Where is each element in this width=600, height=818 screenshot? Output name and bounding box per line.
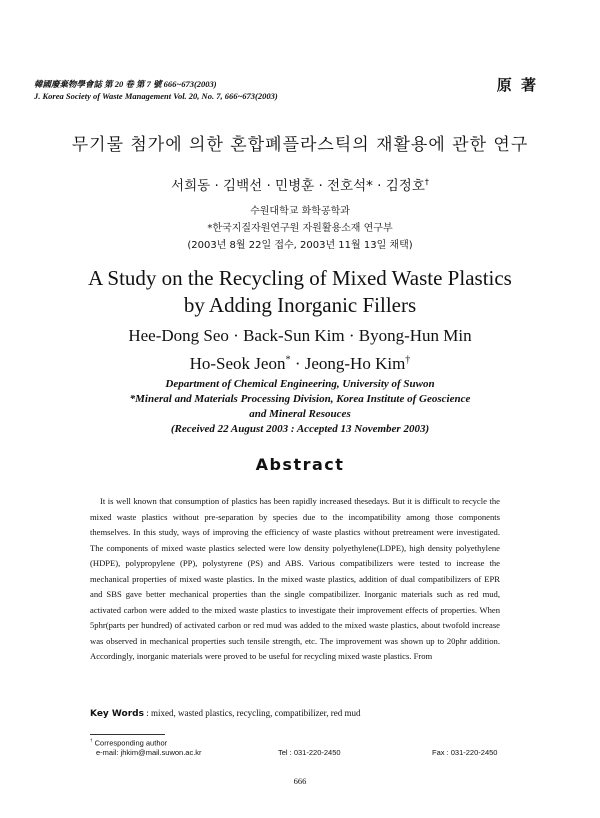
english-affiliation-1: Department of Chemical Engineering, University of Suwon [165,378,435,390]
korean-affiliation-2: *한국지질자원연구원 자원활용소재 연구부 [207,223,393,234]
keywords-text: : mixed, wasted plastics, recycling, compatibilizer, red mud [146,708,361,718]
english-authors-line-2: Ho-Seok Jeon* · Jeong-Ho Kim† [189,354,411,373]
english-authors-line-1: Hee-Dong Seo · Back-Sun Kim · Byong-Hun Min [128,326,472,345]
footnote-fax: Fax : 031-220-2450 [432,748,498,757]
english-affiliation-3: and Mineral Resouces [249,408,351,420]
page-number: 666 [293,776,307,786]
korean-title: 무기물 첨가에 의한 혼합폐플라스틱의 재활용에 관한 연구 [71,135,529,155]
korean-dates: (2003년 8월 22일 접수, 2003년 11월 13일 채택) [187,240,413,251]
footnote-tel: Tel : 031-220-2450 [278,748,341,757]
english-title-line-1: A Study on the Recycling of Mixed Waste Plastics [88,266,512,290]
journal-citation-english: J. Korea Society of Waste Management Vol. 20, No. 7, 666~673(2003) [34,91,278,101]
korean-authors: 서희동 · 김백선 · 민병훈 · 전호석* · 김정호† [171,176,429,194]
english-title-line-2: by Adding Inorganic Fillers [183,293,417,317]
corresponding-mark: † [424,176,429,187]
footnote-divider [90,734,165,735]
abstract-text: It is well known that consumption of plastics has been rapidly increased thesedays. But it is difficult to recycle the mixed waste plastics without pre-separation by species due to the incompatibility among those components themselves. In this study, ways of improving the efficiency of waste plastics without pretreament were investigated. The components of mixed waste plastics selected were low density polyethylene(LDPE), high density polyethylene (HDPE), polypropylene (PP), polystyrene (PS) and ABS. Various compatibilizers were tested to increase the mechanical properties of mixed waste plastics. In the mixed waste plastics, addition of dual compatibilizers of EPR and SBS gave better mechanical properties than the single compatibilizer. Inorganic materials such as red mud, activated carbon were added to the mixed waste plastics to investigate their improvement effects of properties. When 5phr(parts per hundred) of activated carbon or red mud was added to the mixed waste plastics, about twofold increase was observed in mechanical properties such tensile strength, etc. The improvement was shown up to 20phr addition. Accordingly, inorganic materials were proved to be useful for recycling mixed waste plastics. From [90,496,500,661]
footnote-email: e-mail: jhkim@mail.suwon.ac.kr [96,748,202,757]
footnote-corresponding: † Corresponding author [90,738,168,748]
english-dates: (Received 22 August 2003 : Accepted 13 November 2003) [170,423,430,435]
journal-citation-korean: 韓國廢棄物學會誌 第 20 卷 第 7 號 666~673(2003) [34,79,217,89]
keywords-label: Key Words [90,709,144,719]
english-affiliation-2: *Mineral and Materials Processing Division, Korea Institute of Geoscience [129,393,471,405]
article-type-label: 原 著 [496,76,538,94]
abstract-heading: Abstract [255,455,345,474]
korean-affiliation-1: 수원대학교 화학공학과 [250,206,350,217]
keywords [90,708,510,719]
